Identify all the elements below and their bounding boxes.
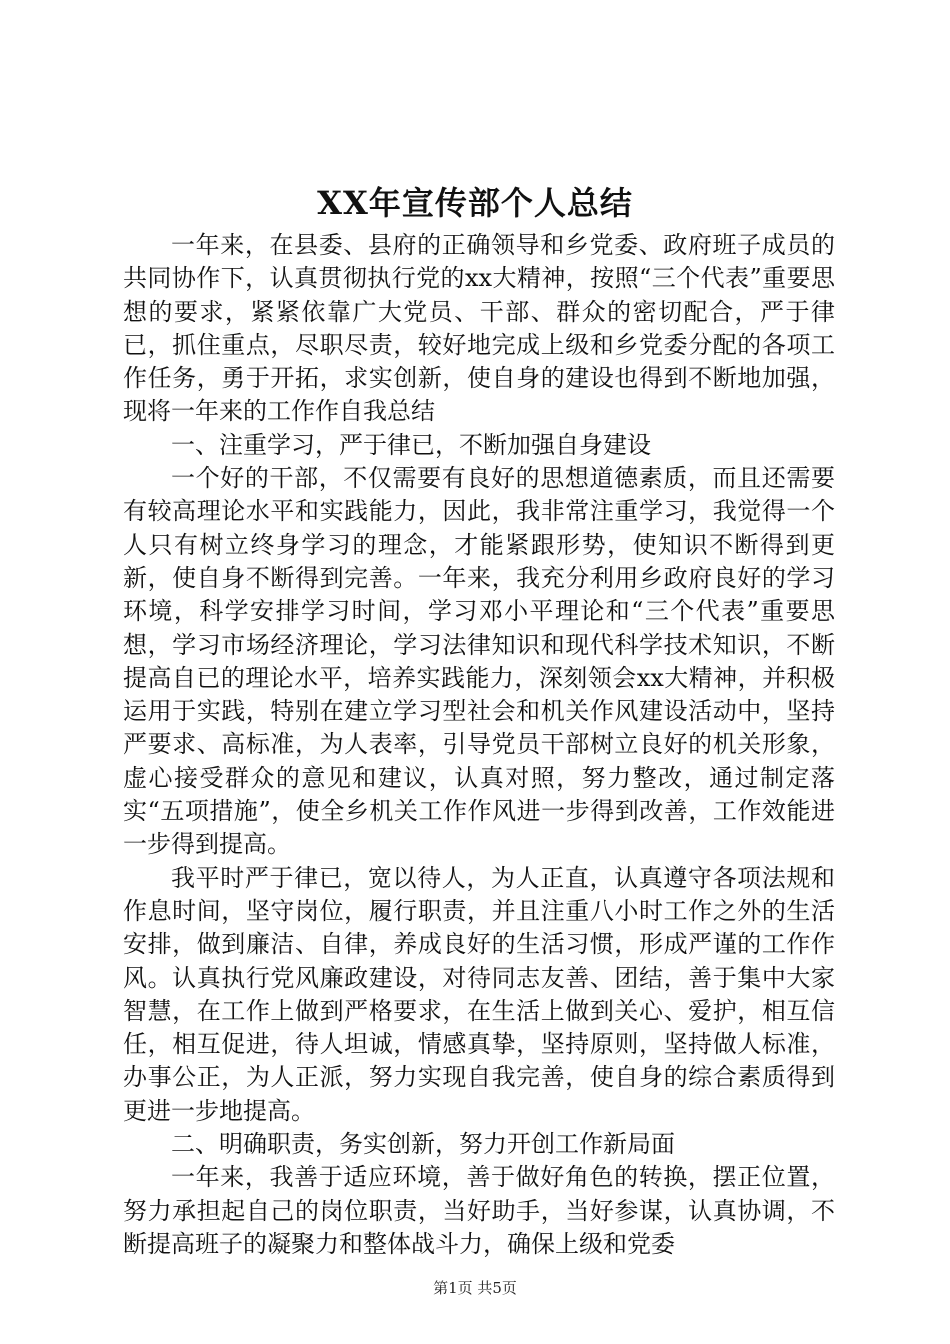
section-heading-1: 一、注重学习，严于律已，不断加强自身建设 [171, 430, 651, 459]
document-body [123, 229, 835, 1261]
section-heading-2: 二、明确职责，务实创新，努力开创工作新局面 [171, 1130, 675, 1159]
paragraph-intro: 一年来，在县委、县府的正确领导和乡党委、政府班子成员的共同协作下，认真贯彻执行党的xx大精神，按照“三个代表”重要思想的要求，紧紧依靠广大党员、干部、群众的密切配合，严于律已，抓住重点，尽职尽责，较好地完成上级和乡党委分配的各项工作任务，勇于开拓，求实创新，使自身的建设也得到不断地加强，现将一年来的工作作自我总结 [123, 231, 835, 426]
page-number-footer: 第1页 共5页 [433, 1279, 517, 1297]
paragraph-duties: 一年来，我善于适应环境，善于做好角色的转换，摆正位置，努力承担起自己的岗位职责，当好助手，当好参谋，认真协调，不断提高班子的凝聚力和整体战斗力，确保上级和党委 [123, 1163, 835, 1258]
document-title: XX年宣传部个人总结 [317, 184, 633, 222]
paragraph-study: 一个好的干部，不仅需要有良好的思想道德素质，而且还需要有较高理论水平和实践能力，因此，我非常注重学习，我觉得一个人只有树立终身学习的理念，才能紧跟形势，使知识不断得到更新，使自身不断得到完善。一年来，我充分利用乡政府良好的学习环境，科学安排学习时间，学习邓小平理论和“三个代表”重要思想，学习市场经济理论，学习法律知识和现代科学技术知识，不断提高自已的理论水平，培养实践能力，深刻领会xx大精神，并积极运用于实践，特别在建立学习型社会和机关作风建设活动中，坚持严要求、高标准，为人表率，引导党员干部树立良好的机关形象，虚心接受群众的意见和建议，认真对照，努力整改，通过制定落实“五项措施”，使全乡机关工作作风进一步得到改善，工作效能进一步得到提高。 [123, 464, 835, 859]
paragraph-discipline: 我平时严于律已，宽以待人，为人正直，认真遵守各项法规和作息时间，坚守岗位，履行职责，并且注重八小时工作之外的生活安排，做到廉洁、自律，养成良好的生活习惯，形成严谨的工作作风。认真执行党风廉政建设，对待同志友善、团结，善于集中大家智慧，在工作上做到严格要求，在生活上做到关心、爱护，相互信任，相互促进，待人坦诚，情感真挚，坚持原则，坚持做人标准，办事公正，为人正派，努力实现自我完善，使自身的综合素质得到更进一步地提高。 [123, 863, 835, 1125]
